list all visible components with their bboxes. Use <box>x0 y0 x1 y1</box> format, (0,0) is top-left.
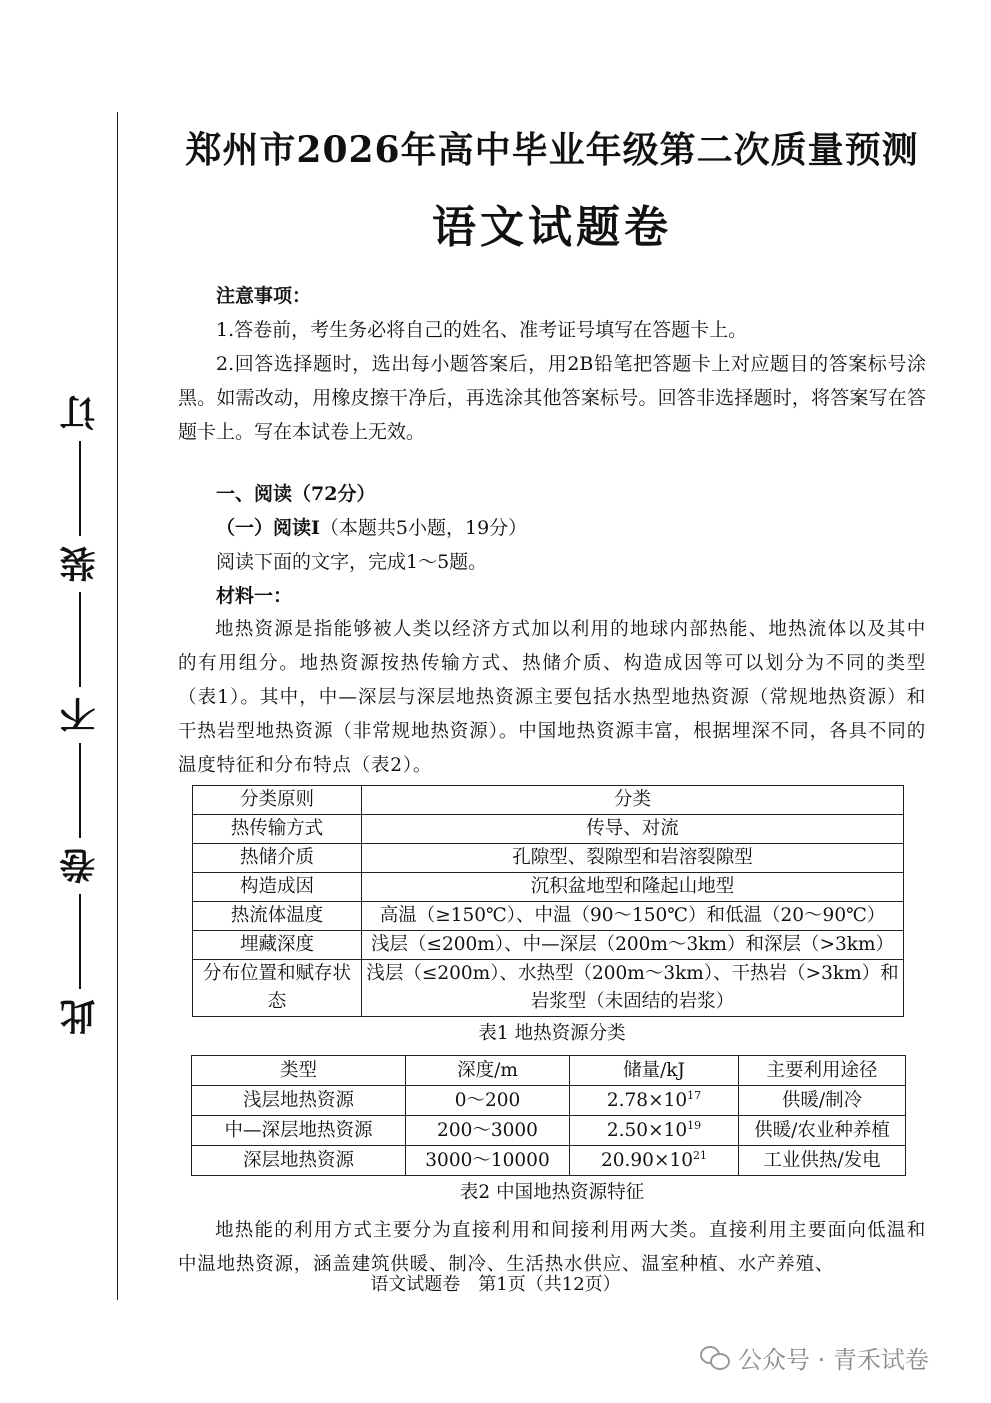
table-cell: 深层地热资源 <box>192 1146 406 1176</box>
table-row <box>193 902 904 931</box>
margin-dash <box>79 743 81 838</box>
table-cell: 埋藏深度 <box>193 931 362 960</box>
table-row <box>192 1086 906 1116</box>
part-label: （一）阅读Ⅰ <box>216 517 320 539</box>
notice-item: 2.回答选择题时，选出每小题答案后，用2B铅笔把答题卡上对应题目的答案标号涂黑。如需改动，用橡皮擦干净后，再选涂其他答案标号。回答非选择题时，将答案写在答题卡上。写在本试卷上无效。 <box>178 353 926 443</box>
page-footer: 语文试题卷 第1页（共12页） <box>370 1274 621 1295</box>
table-row <box>193 844 904 873</box>
table-cell: 浅层地热资源 <box>192 1086 406 1116</box>
table-cell: 3000～10000 <box>406 1146 570 1176</box>
section-heading: 一、阅读（72分） <box>216 483 376 505</box>
table-header-row <box>192 1056 906 1086</box>
part-heading <box>178 511 926 545</box>
part-detail: （本题共5小题，19分） <box>319 517 528 539</box>
reserve-value: 20.90×10 <box>600 1150 693 1171</box>
table-header-cell: 分类原则 <box>193 786 362 815</box>
table-header-row <box>193 786 904 815</box>
margin-char: 订 <box>59 395 101 431</box>
table-row <box>192 1146 906 1176</box>
table-header-cell: 主要利用途径 <box>739 1056 906 1086</box>
margin-dash <box>79 592 81 687</box>
watermark-text: 公众号 · 青禾试卷 <box>738 1346 929 1374</box>
margin-char: 此 <box>59 999 101 1035</box>
table-cell: 构造成因 <box>193 873 362 902</box>
table1-caption: 表1 地热资源分类 <box>478 1023 626 1044</box>
wechat-icon <box>700 1346 730 1370</box>
reading-instruction: 阅读下面的文字，完成1～5题。 <box>216 551 488 573</box>
resource-table <box>191 1055 906 1176</box>
table-cell: 传导、对流 <box>362 815 904 844</box>
watermark <box>700 1340 929 1375</box>
binding-line <box>117 112 118 1300</box>
table-cell <box>570 1086 739 1116</box>
table-cell: 高温（≥150℃）、中温（90～150℃）和低温（20～90℃） <box>362 902 904 931</box>
table2-caption: 表2 中国地热资源特征 <box>459 1182 645 1203</box>
classification-table <box>192 785 904 1017</box>
margin-dash <box>79 441 81 536</box>
table-cell: 热传输方式 <box>193 815 362 844</box>
table-row <box>193 931 904 960</box>
table-row <box>193 960 904 1017</box>
table-header-cell: 类型 <box>192 1056 406 1086</box>
binding-margin-text <box>58 395 102 1035</box>
exam-title: 郑州市2026年高中毕业年级第二次质量预测 <box>185 129 919 171</box>
table-row <box>193 815 904 844</box>
material-paragraph: 地热资源是指能够被人类以经济方式加以利用的地球内部热能、地热流体以及其中的有用组分。地热资源按热传输方式、热储介质、构造成因等可以划分为不同的类型（表1）。其中，中—深层与深层地热资源主要包括水热型地热资源（常规地热资源）和干热岩型地热资源（非常规地热资源）。中国地热资源丰富，根据埋深不同，各具不同的温度特征和分布特点（表2）。 <box>178 619 926 776</box>
table-cell: 热储介质 <box>193 844 362 873</box>
reserve-exponent: 17 <box>687 1088 702 1102</box>
table-row <box>192 1116 906 1146</box>
table-cell: 0～200 <box>406 1086 570 1116</box>
table-cell: 供暖/农业种养植 <box>739 1116 906 1146</box>
table-cell: 热流体温度 <box>193 902 362 931</box>
material-label: 材料一： <box>216 585 293 607</box>
notice-heading: 注意事项： <box>216 285 312 307</box>
table-cell: 浅层（≤200m）、中—深层（200m～3km）和深层（>3km） <box>362 931 904 960</box>
table-cell: 浅层（≤200m）、水热型（200m～3km）、干热岩（>3km）和岩浆型（未固结的岩浆） <box>362 960 904 1017</box>
table-cell: 孔隙型、裂隙型和岩溶裂隙型 <box>362 844 904 873</box>
reserve-value: 2.50×10 <box>606 1120 688 1141</box>
table-header-cell: 深度/m <box>406 1056 570 1086</box>
margin-char: 卷 <box>59 848 101 884</box>
exam-subtitle: 语文试题卷 <box>432 202 672 253</box>
table-cell <box>570 1116 739 1146</box>
reserve-exponent: 21 <box>693 1148 707 1162</box>
table-header-cell: 储量/kJ <box>570 1056 739 1086</box>
margin-dash <box>79 894 81 989</box>
table-cell: 工业供热/发电 <box>739 1146 906 1176</box>
material-paragraph: 地热能的利用方式主要分为直接利用和间接利用两大类。直接利用主要面向低温和中温地热资源，涵盖建筑供暖、制冷、生活热水供应、温室种植、水产养殖、 <box>178 1220 926 1275</box>
table-cell: 分布位置和赋存状态 <box>193 960 362 1017</box>
margin-char: 不 <box>59 697 101 733</box>
notice-item: 1.答卷前，考生务必将自己的姓名、准考证号填写在答题卡上。 <box>216 319 748 341</box>
margin-char: 装 <box>59 546 101 582</box>
reserve-exponent: 19 <box>687 1118 702 1132</box>
exam-page <box>178 112 926 1282</box>
table-row <box>193 873 904 902</box>
table-cell: 中—深层地热资源 <box>192 1116 406 1146</box>
table-cell: 供暖/制冷 <box>739 1086 906 1116</box>
table-cell: 沉积盆地型和隆起山地型 <box>362 873 904 902</box>
table-cell <box>570 1146 739 1176</box>
table-header-cell: 分类 <box>362 786 904 815</box>
reserve-value: 2.78×10 <box>606 1090 688 1111</box>
table-cell: 200～3000 <box>406 1116 570 1146</box>
